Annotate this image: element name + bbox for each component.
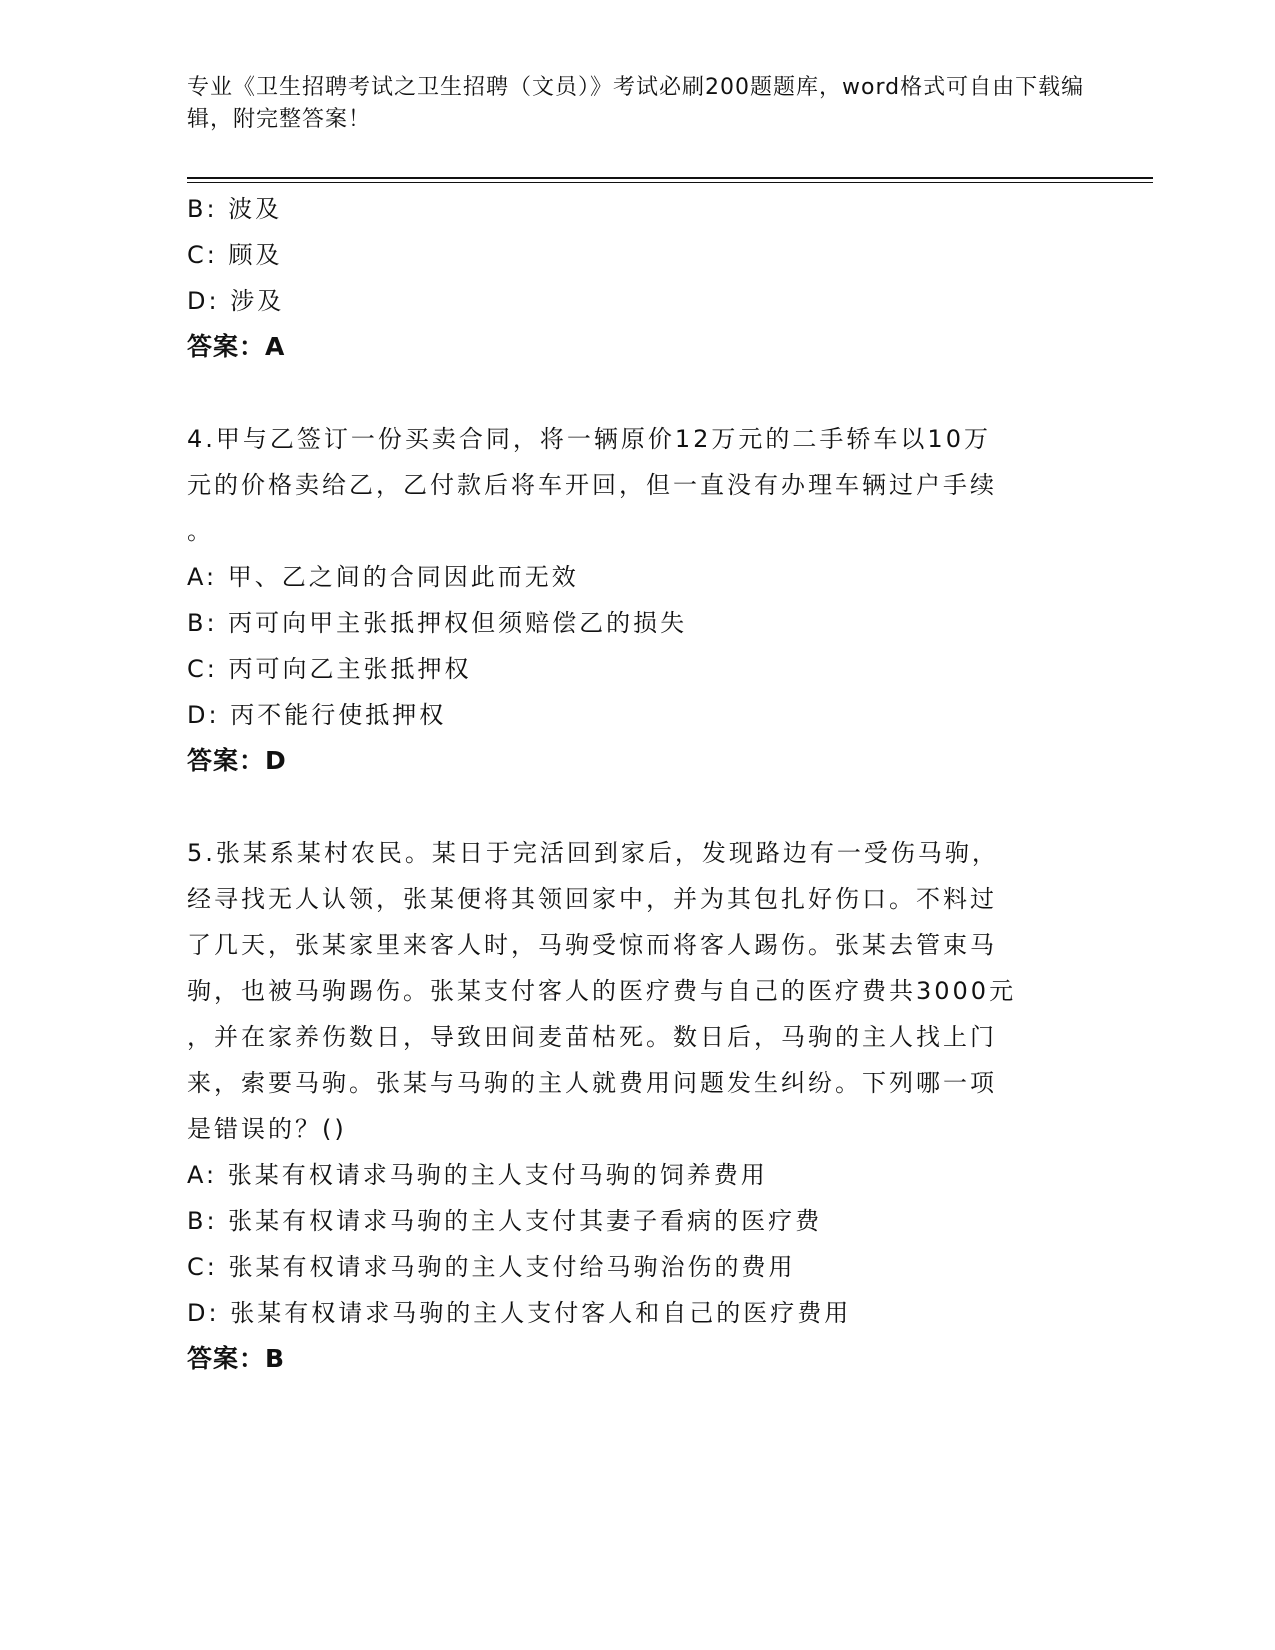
answer-line: 答案：D (187, 746, 287, 775)
option-b: B: 张某有权请求马驹的主人支付其妻子看病的医疗费 (187, 1207, 823, 1235)
question-stem-line: ，并在家养伤数日，导致田间麦苗枯死。数日后，马驹的主人找上门 (187, 1023, 997, 1051)
spacer (187, 370, 1087, 416)
answer-line: 答案：B (187, 1344, 286, 1373)
option-b: B: 丙可向甲主张抵押权但须赔偿乙的损失 (187, 609, 688, 637)
option-c: C: 丙可向乙主张抵押权 (187, 655, 472, 683)
question-stem-line: 了几天，张某家里来客人时，马驹受惊而将客人踢伤。张某去管束马 (187, 931, 997, 959)
option-d: D: 张某有权请求马驹的主人支付客人和自己的医疗费用 (187, 1299, 852, 1327)
question-stem-line: 经寻找无人认领，张某便将其领回家中，并为其包扎好伤口。不料过 (187, 885, 997, 913)
question-stem-line: 。 (187, 517, 214, 545)
header-divider-thick (187, 177, 1153, 179)
question-stem-line: 5.张某系某村农民。某日于完活回到家后，发现路边有一受伤马驹， (187, 839, 999, 867)
question-5 (187, 830, 1087, 1382)
question-stem-line: 4.甲与乙签订一份买卖合同，将一辆原价12万元的二手轿车以10万 (187, 425, 991, 453)
page-header (187, 72, 1087, 136)
question-3-tail (187, 186, 1087, 370)
option-a: A: 张某有权请求马驹的主人支付马驹的饲养费用 (187, 1161, 768, 1189)
option-a: A: 甲、乙之间的合同因此而无效 (187, 563, 579, 591)
question-4 (187, 416, 1087, 784)
header-title: 专业《卫生招聘考试之卫生招聘（文员）》考试必刷200题题库，word格式可自由下载编辑，附完整答案！ (187, 75, 1085, 132)
option-d: D: 丙不能行使抵押权 (187, 701, 447, 729)
spacer (187, 784, 1087, 830)
option-d: D: 涉及 (187, 287, 285, 315)
question-stem-line: 是错误的？() (187, 1115, 347, 1143)
document-body (187, 186, 1087, 1382)
question-stem-line: 来，索要马驹。张某与马驹的主人就费用问题发生纠纷。下列哪一项 (187, 1069, 997, 1097)
answer-line: 答案：A (187, 332, 286, 361)
option-b: B: 波及 (187, 195, 283, 223)
header-divider-thin (187, 182, 1153, 183)
option-c: C: 顾及 (187, 241, 283, 269)
question-stem-line: 驹，也被马驹踢伤。张某支付客人的医疗费与自己的医疗费共3000元 (187, 977, 1017, 1005)
question-stem-line: 元的价格卖给乙，乙付款后将车开回，但一直没有办理车辆过户手续 (187, 471, 997, 499)
option-c: C: 张某有权请求马驹的主人支付给马驹治伤的费用 (187, 1253, 796, 1281)
